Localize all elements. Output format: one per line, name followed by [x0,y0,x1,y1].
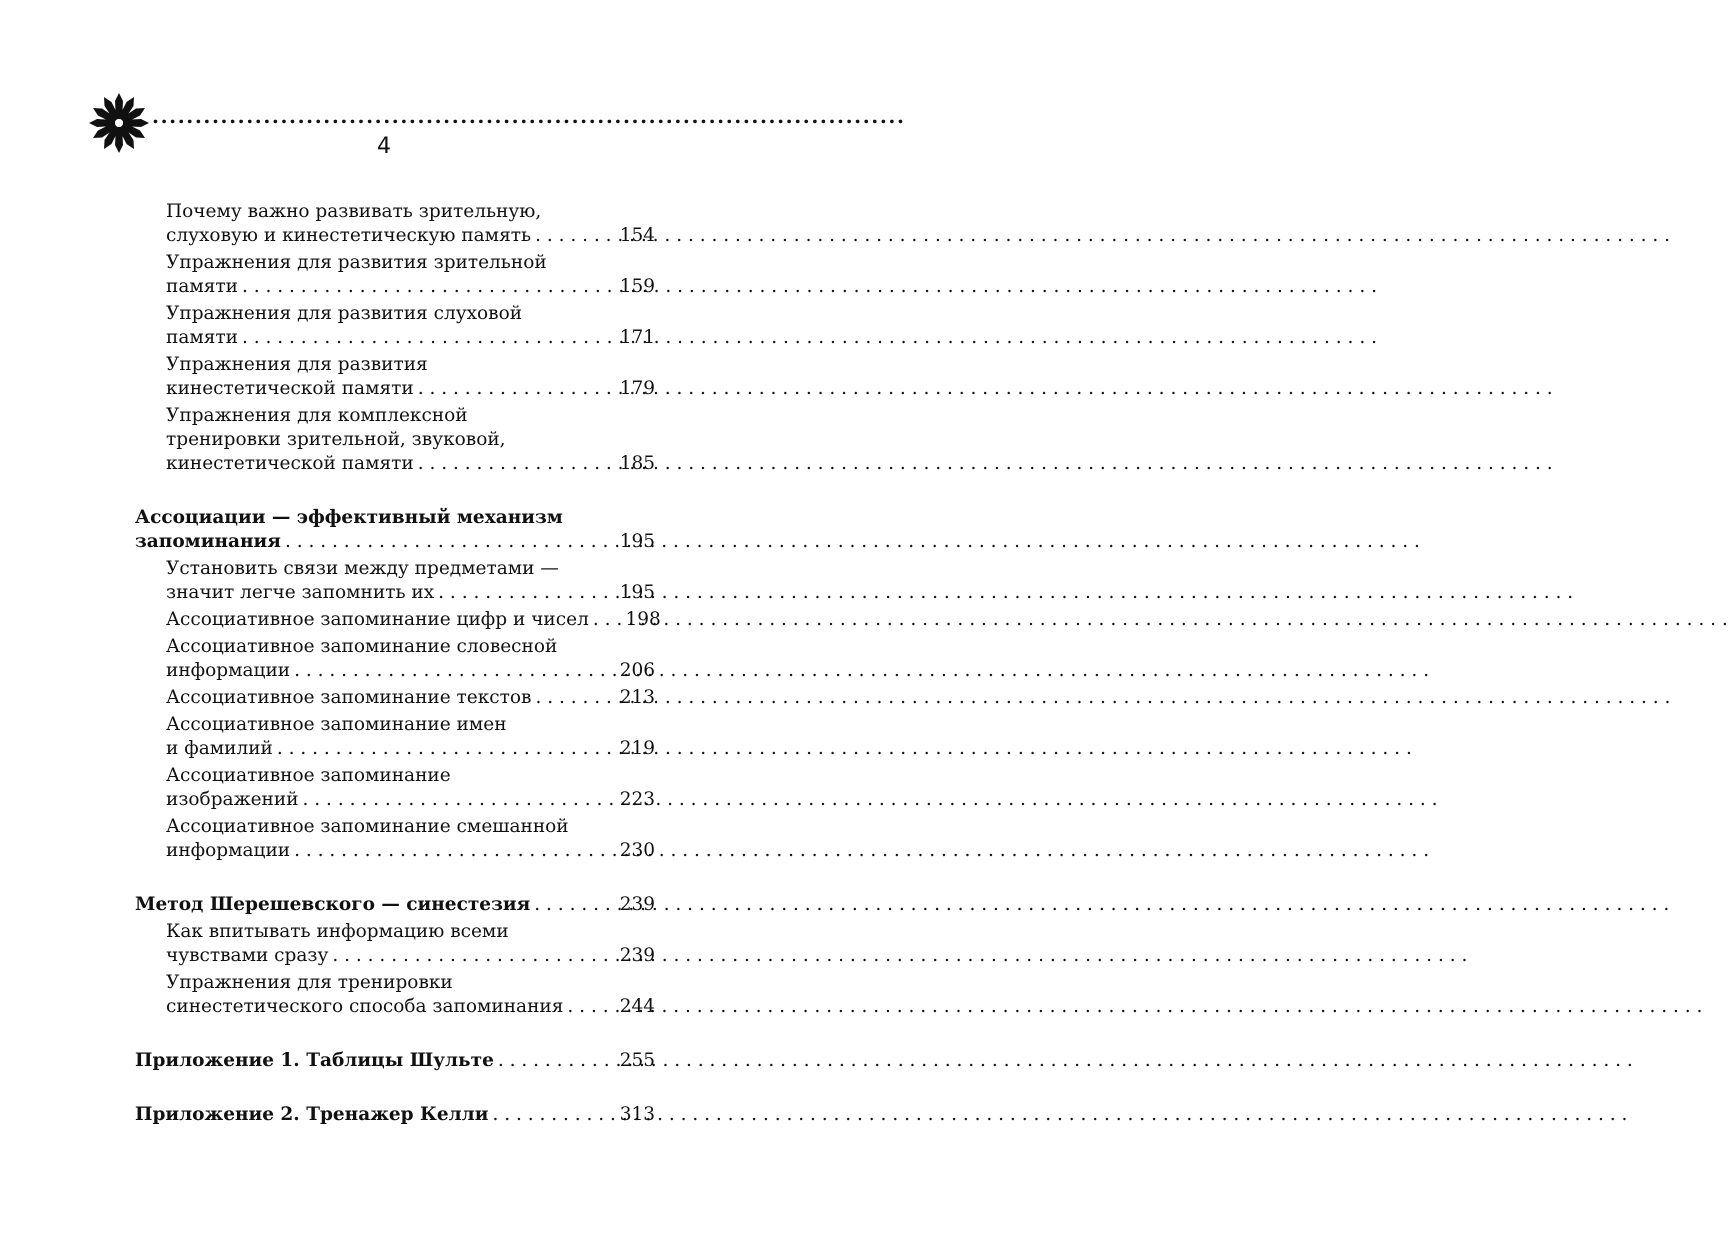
toc-section-title: Приложение 2. Тренажер Келли [135,1104,489,1125]
dot-leader [414,377,607,401]
toc-entry [135,815,655,863]
toc-entry-title: Ассоциативное запоминание [166,765,451,786]
toc-entry [135,608,661,632]
toc-page-number: 223 [619,789,655,810]
toc-entry [135,971,655,1019]
toc-entry-title: Упражнения для комплексной [166,405,468,426]
toc-entry-title: информации [166,660,291,681]
dot-leader [290,659,607,683]
toc-entry [135,557,655,605]
dot-leader [328,944,607,968]
toc-page-number: 244 [619,996,655,1017]
toc-entry-title: тренировки зрительной, звуковой, [166,429,506,450]
toc-entry-title: Как впитывать информацию всеми [166,921,509,942]
toc-entry-title: Ассоциативное запоминание имен [166,714,507,735]
toc-entry-title: Упражнения для развития [166,354,428,375]
toc-entry [135,764,655,812]
toc-entry [135,200,655,248]
dot-leader [589,608,613,632]
toc-entry [135,251,655,299]
toc-entry-title: изображений [166,789,299,810]
toc-page-number: 239 [619,894,655,915]
toc-entry-title: Ассоциативное запоминание цифр и чисел [166,609,589,630]
table-of-contents [135,200,661,1130]
toc-section-entry [135,893,655,917]
toc-entry [135,635,655,683]
dot-leader [434,581,607,605]
toc-section-title: запоминания [135,531,281,552]
page-number: 4 [377,134,391,159]
toc-page-number: 185 [619,453,655,474]
toc-entry-title: и фамилий [166,738,273,759]
toc-page-number: 198 [625,609,661,630]
dot-leader [299,788,607,812]
dot-leader [238,275,607,299]
toc-entry [135,686,655,710]
toc-entry-title: значит легче запомнить их [166,582,435,603]
toc-section-entry [135,1049,655,1073]
toc-entry-title: Ассоциативное запоминание словесной [166,636,558,657]
toc-entry-title: Упражнения для развития зрительной [166,252,547,273]
toc-entry-title: памяти [166,276,238,297]
dot-leader [494,1049,607,1073]
toc-page-number: 239 [619,945,655,966]
toc-entry-title: слуховую и кинестетическую память [166,225,532,246]
toc-section-entry [135,1103,655,1127]
toc-entry-title: Установить связи между предметами — [166,558,559,579]
toc-entry [135,920,655,968]
toc-entry-title: кинестетической памяти [166,378,414,399]
dot-leader [488,1103,607,1127]
toc-section-title: Метод Шерешевского — синестезия [135,894,531,915]
toc-entry-title: Упражнения для тренировки [166,972,453,993]
toc-section-entry [135,506,655,554]
toc-page-number: 179 [619,378,655,399]
toc-entry-title: синестетического способа запоминания [166,996,564,1017]
toc-page-number: 213 [619,687,655,708]
toc-page-number: 171 [619,327,655,348]
toc-entry-title: Ассоциативное запоминание смешанной [166,816,569,837]
dot-leader [531,686,607,710]
dot-leader [238,326,607,350]
toc-entry [135,404,655,476]
toc-entry-title: Упражнения для развития слуховой [166,303,523,324]
toc-entry-title: Ассоциативное запоминание текстов [166,687,532,708]
toc-page-number: 159 [619,276,655,297]
toc-page-number: 313 [619,1104,655,1125]
toc-entry-title: памяти [166,327,238,348]
dot-leader [563,995,607,1019]
dot-leader [273,737,607,761]
toc-entry-title: Почему важно развивать зрительную, [166,201,542,222]
toc-entry-title: информации [166,840,291,861]
toc-page-number: 255 [619,1050,655,1071]
toc-page-number: 230 [619,840,655,861]
header-dotted-rule: ........................................................................................ [152,104,906,128]
toc-page-number: 154 [619,225,655,246]
dot-leader [530,893,607,917]
toc-page-number: 195 [619,531,655,552]
toc-page-number: 206 [619,660,655,681]
toc-page-number: 195 [619,582,655,603]
toc-section-title: Ассоциации — эффективный механизм [135,507,563,528]
dot-leader [414,452,607,476]
toc-entry [135,353,655,401]
toc-entry [135,302,655,350]
dot-leader [531,224,607,248]
toc-entry-title: кинестетической памяти [166,453,414,474]
toc-page-number: 219 [619,738,655,759]
toc-entry [135,713,655,761]
toc-entry-title: чувствами сразу [166,945,329,966]
dot-leader [281,530,607,554]
dot-leader [290,839,607,863]
toc-section-title: Приложение 1. Таблицы Шульте [135,1050,494,1071]
